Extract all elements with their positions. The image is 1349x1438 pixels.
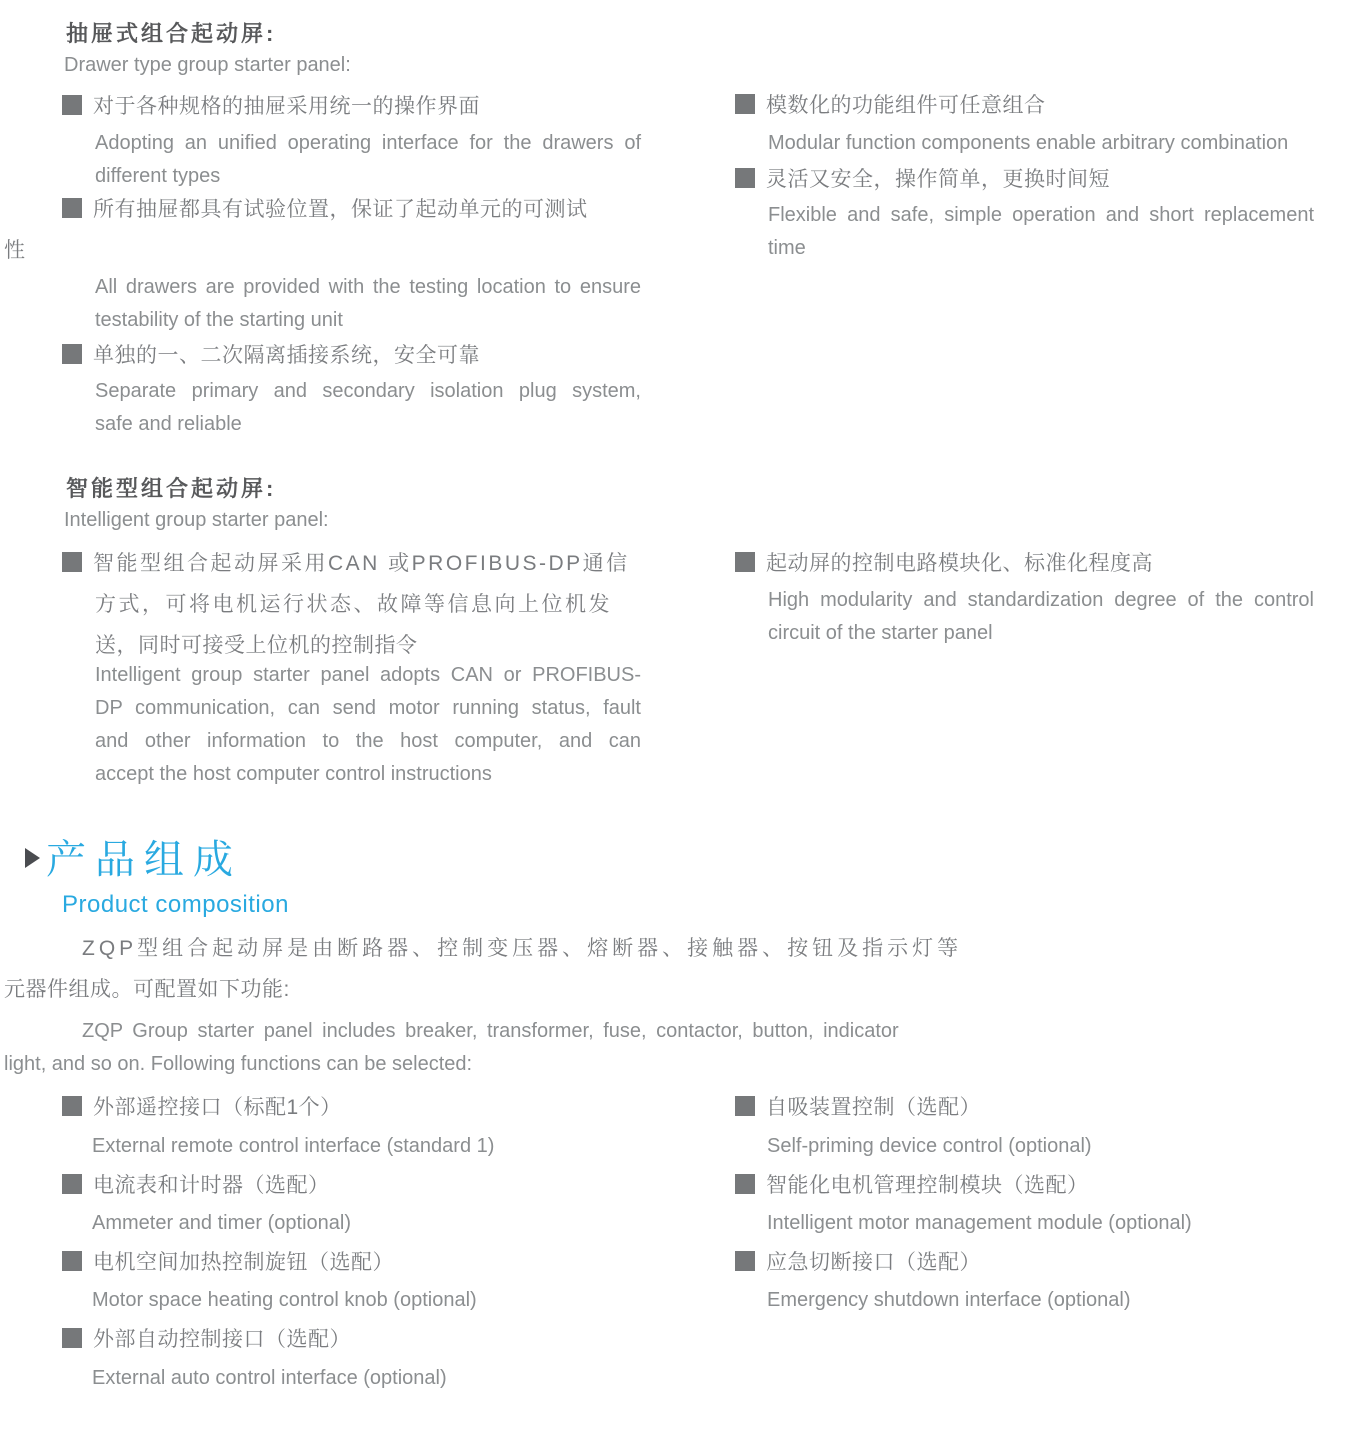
s3-right-item3-en: Emergency shutdown interface (optional) <box>767 1289 1131 1311</box>
s2-left-zh-line1 <box>62 551 630 577</box>
bullet-text: 智能化电机管理控制模块（选配） <box>766 1174 1089 1197</box>
s3-right-item2-en: Intelligent motor management module (optional) <box>767 1212 1192 1234</box>
s3-intro-en-line1: ZQP Group starter panel includes breaker, transformer, fuse, contactor, button, indicator <box>82 1020 899 1042</box>
s1-left-item2-en-line2: testability of the starting unit <box>95 309 343 331</box>
section1-title-en: Drawer type group starter panel: <box>64 54 351 76</box>
bullet-text: 应急切断接口（选配） <box>766 1251 981 1274</box>
bullet-square-icon <box>735 168 755 188</box>
bullet-text: 外部自动控制接口（选配） <box>93 1328 351 1351</box>
s2-left-en-line1: Intelligent group starter panel adopts CAN or PROFIBUS- <box>95 664 641 686</box>
s3-intro-zh-line2: 元器件组成。可配置如下功能: <box>4 978 290 1001</box>
s3-left-item1-en: External remote control interface (standard 1) <box>92 1135 495 1157</box>
s3-left-item3-zh <box>62 1250 394 1276</box>
s3-left-item2-zh <box>62 1173 330 1199</box>
s3-left-item4-zh <box>62 1327 351 1353</box>
s1-left-item2-zh <box>62 197 588 223</box>
s3-right-item1-en: Self-priming device control (optional) <box>767 1135 1092 1157</box>
section2-title-zh: 智能型组合起动屏: <box>66 476 277 501</box>
s3-left-item4-en: External auto control interface (optional) <box>92 1367 447 1389</box>
s2-right-zh <box>735 551 1153 577</box>
s3-right-item3-zh <box>735 1250 981 1276</box>
s2-left-en-line4: accept the host computer control instructions <box>95 763 492 785</box>
section3-title-zh: 产品组成 <box>46 838 242 882</box>
s3-left-item1-zh <box>62 1095 342 1121</box>
bullet-square-icon <box>62 344 82 364</box>
bullet-square-icon <box>62 1251 82 1271</box>
bullet-square-icon <box>735 1096 755 1116</box>
bullet-text: 自吸装置控制（选配） <box>766 1096 981 1119</box>
s1-right-item2-zh <box>735 167 1110 193</box>
s2-left-zh-line3: 送，同时可接受上位机的控制指令 <box>95 634 418 657</box>
s1-right-item1-en-line1: Modular function components enable arbitrary combination <box>768 132 1289 154</box>
section-arrow-icon <box>25 848 40 868</box>
s3-right-item2-zh <box>735 1173 1089 1199</box>
s1-left-item2-en-line1: All drawers are provided with the testing location to ensure <box>95 276 641 298</box>
bullet-square-icon <box>62 198 82 218</box>
bullet-text: 灵活又安全，操作简单，更换时间短 <box>766 168 1110 191</box>
bullet-square-icon <box>62 1328 82 1348</box>
s3-intro-en-line2: light, and so on. Following functions can be selected: <box>4 1053 473 1075</box>
bullet-text: 单独的一、二次隔离插接系统，安全可靠 <box>93 344 480 367</box>
s1-left-item1-en-line2: different types <box>95 165 221 187</box>
section3-title-en: Product composition <box>62 891 289 918</box>
s3-left-item2-en: Ammeter and timer (optional) <box>92 1212 351 1234</box>
bullet-text: 智能型组合起动屏采用CAN 或PROFIBUS-DP通信 <box>93 552 630 575</box>
s1-left-item3-en-line2: safe and reliable <box>95 413 242 435</box>
bullet-square-icon <box>62 1096 82 1116</box>
bullet-square-icon <box>62 95 82 115</box>
bullet-text: 对于各种规格的抽屉采用统一的操作界面 <box>93 95 480 118</box>
s2-right-en-line1: High modularity and standardization degree of the control <box>768 589 1314 611</box>
s1-left-item3-en-line1: Separate primary and secondary isolation plug system, <box>95 380 641 402</box>
section1-title-zh: 抽屉式组合起动屏: <box>66 21 277 46</box>
bullet-square-icon <box>62 552 82 572</box>
bullet-text: 电流表和计时器（选配） <box>93 1174 330 1197</box>
bullet-square-icon <box>735 94 755 114</box>
s2-left-zh-line2: 方式，可将电机运行状态、故障等信息向上位机发 <box>95 593 612 616</box>
s1-left-item2-zh-wrap: 性 <box>4 239 26 262</box>
bullet-text: 电机空间加热控制旋钮（选配） <box>93 1251 394 1274</box>
section2-title-en: Intelligent group starter panel: <box>64 509 329 531</box>
s1-left-item1-en-line1: Adopting an unified operating interface for the drawers of <box>95 132 641 154</box>
bullet-square-icon <box>735 1251 755 1271</box>
s1-left-item3-zh <box>62 343 480 369</box>
s3-intro-zh-line1: ZQP型组合起动屏是由断路器、控制变压器、熔断器、接触器、按钮及指示灯等 <box>82 937 963 960</box>
bullet-text: 所有抽屉都具有试验位置，保证了起动单元的可测试 <box>93 198 588 221</box>
s1-left-item1-zh <box>62 94 480 120</box>
bullet-text: 模数化的功能组件可任意组合 <box>766 94 1046 117</box>
s1-right-item2-en-line1: Flexible and safe, simple operation and short replacement <box>768 204 1314 226</box>
s3-left-item3-en: Motor space heating control knob (optional) <box>92 1289 477 1311</box>
bullet-square-icon <box>735 552 755 572</box>
s2-left-en-line2: DP communication, can send motor running status, fault <box>95 697 641 719</box>
s1-right-item1-zh <box>735 93 1046 119</box>
bullet-square-icon <box>62 1174 82 1194</box>
s3-right-item1-zh <box>735 1095 981 1121</box>
bullet-square-icon <box>735 1174 755 1194</box>
s2-left-en-line3: and other information to the host computer, and can <box>95 730 641 752</box>
s1-right-item2-en-line2: time <box>768 237 806 259</box>
bullet-text: 起动屏的控制电路模块化、标准化程度高 <box>766 552 1153 575</box>
bullet-text: 外部遥控接口（标配1个） <box>93 1096 342 1119</box>
s2-right-en-line2: circuit of the starter panel <box>768 622 993 644</box>
